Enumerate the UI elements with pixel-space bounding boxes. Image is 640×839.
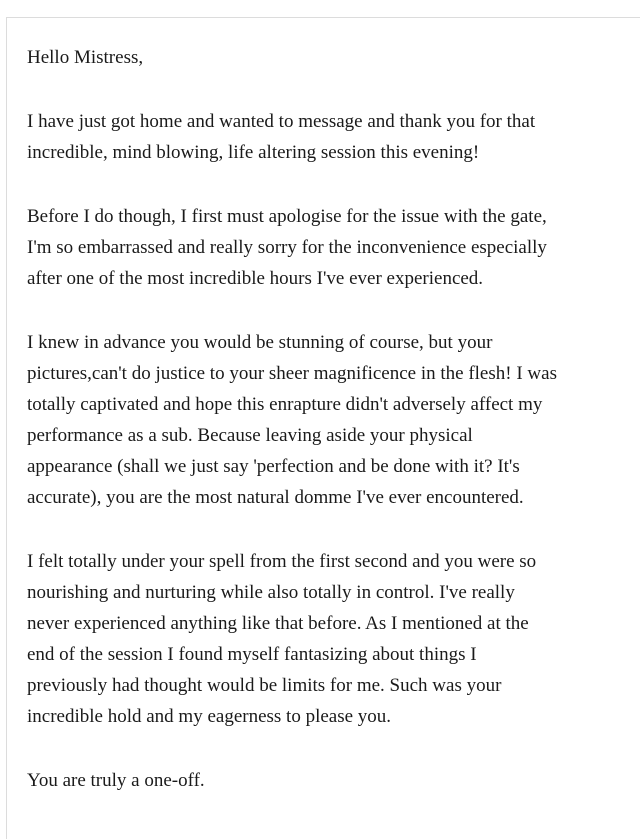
paragraph-line: pictures,can't do justice to your sheer magnificence in the flesh! I was [27,363,557,384]
paragraph-line: I felt totally under your spell from the first second and you were so [27,551,537,572]
paragraph-line: incredible, mind blowing, life altering session this evening! [27,142,480,163]
greeting-line: Hello Mistress, [27,47,144,68]
paragraph-line: totally captivated and hope this enrapture didn't adversely affect my [27,394,543,415]
paragraph-line: I knew in advance you would be stunning of course, but your [27,332,493,353]
paragraph-praise [27,327,627,513]
paragraph-line: end of the session I found myself fantasizing about things I [27,644,477,665]
paragraph-line: appearance (shall we just say 'perfection and be done with it? It's [27,456,520,477]
paragraph-line: Before I do though, I first must apologise for the issue with the gate, [27,206,547,227]
message-body [27,42,627,796]
closing [27,765,627,796]
paragraph-line: previously had thought would be limits for me. Such was your [27,675,502,696]
closing-line: You are truly a one-off. [27,770,205,791]
paragraph-line: never experienced anything like that before. As I mentioned at the [27,613,529,634]
paragraph-thanks [27,106,627,168]
paragraph-line: performance as a sub. Because leaving aside your physical [27,425,473,446]
paragraph-experience [27,546,627,732]
paragraph-line: incredible hold and my eagerness to please you. [27,706,392,727]
paragraph-line: after one of the most incredible hours I've ever experienced. [27,268,484,289]
paragraph-line: nourishing and nurturing while also totally in control. I've really [27,582,515,603]
paragraph-line: accurate), you are the most natural domme I've ever encountered. [27,487,524,508]
paragraph-line: I'm so embarrassed and really sorry for the inconvenience especially [27,237,547,258]
greeting [27,42,627,73]
paragraph-apology [27,201,627,294]
paragraph-line: I have just got home and wanted to message and thank you for that [27,111,536,132]
